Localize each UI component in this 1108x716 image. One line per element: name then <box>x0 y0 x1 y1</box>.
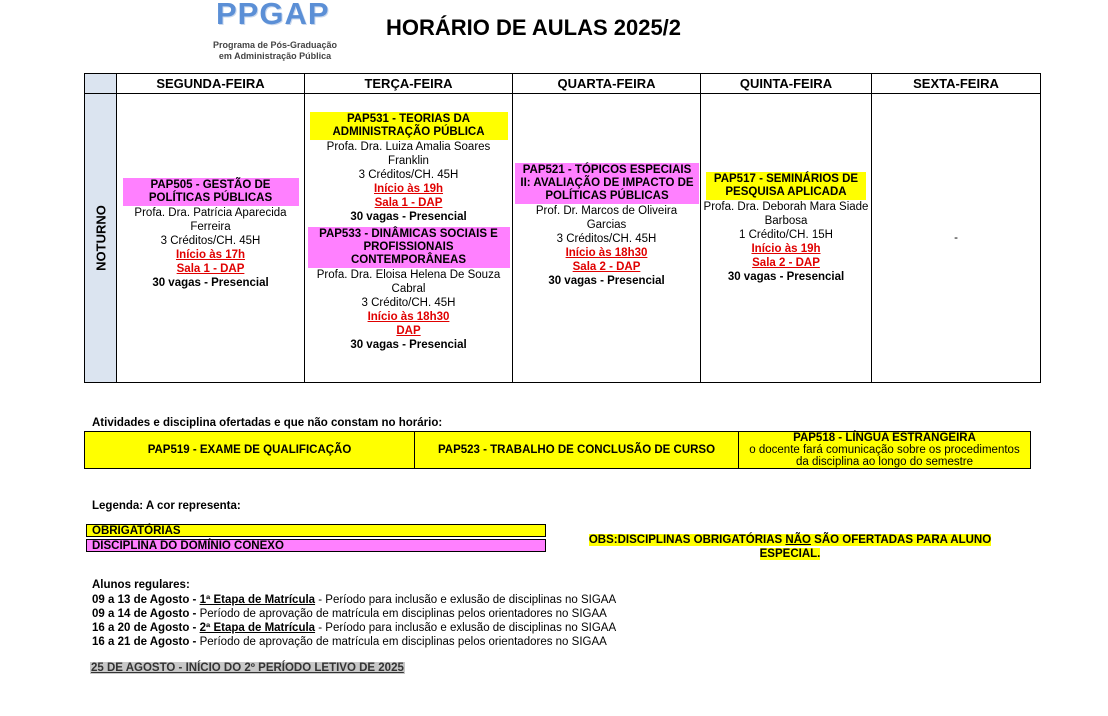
other-item-foreign-language <box>739 432 1031 469</box>
day-header-friday: SEXTA-FEIRA <box>872 74 1041 94</box>
day-header-tuesday: TERÇA-FEIRA <box>305 74 513 94</box>
corner-cell <box>85 74 117 94</box>
calendar-description: - Período para inclusão e exlusão de disciplinas no SIGAA <box>315 594 617 606</box>
course-vacancies: 30 vagas - Presencial <box>350 211 467 223</box>
calendar-title: Alunos regulares: <box>92 579 190 591</box>
calendar-dates: 09 a 14 de Agosto <box>92 608 190 620</box>
logo: PPGAP <box>216 0 330 31</box>
course-professor: Prof. Dr. Marcos de Oliveira Garcias <box>535 204 678 231</box>
course-credits: 3 Crédito/CH. 45H <box>361 297 456 309</box>
foreign-language-note: o docente fará comunicação sobre os procedimentos da disciplina ao longo do semestre <box>749 444 1020 468</box>
calendar-dates: 16 a 20 de Agosto <box>92 622 190 634</box>
calendar-stage: 1ª Etapa de Matrícula <box>199 594 316 606</box>
calendar-row <box>92 607 607 621</box>
course-start: Início às 19h <box>373 183 444 195</box>
semester-start-note: 25 DE AGOSTO - INÍCIO DO 2º PERÍODO LETIVO DE 2025 <box>91 662 404 674</box>
course-pap517 <box>701 171 871 285</box>
course-professor: Profa. Dra. Eloisa Helena De Souza Cabral <box>316 269 501 295</box>
observation-text-2: SÃO OFERTADAS PARA ALUNO ESPECIAL. <box>759 534 992 560</box>
course-credits: 3 Créditos/CH. 45H <box>358 169 459 181</box>
course-start: Início às 17h <box>175 249 246 261</box>
course-pap521 <box>513 162 700 289</box>
course-start: Início às 19h <box>751 243 821 255</box>
course-pap531 <box>305 94 512 225</box>
logo-subtitle-line-2: em Administração Pública <box>218 51 332 61</box>
calendar-stage: 2ª Etapa de Matrícula <box>199 622 316 634</box>
logo-subtitle <box>196 40 354 62</box>
legend-label: Legenda: A cor representa: <box>92 500 241 512</box>
schedule-table <box>84 73 1041 383</box>
course-room: Sala 2 - DAP <box>752 257 820 269</box>
course-professor: Profa. Dra. Deborah Mara Siade Barbosa <box>703 201 869 227</box>
other-item-qualification: PAP519 - EXAME DE QUALIFICAÇÃO <box>85 432 415 469</box>
monday-cell <box>117 94 305 383</box>
calendar-separator: - <box>189 636 200 648</box>
course-room: Sala 1 - DAP <box>374 197 443 209</box>
observation-text-1: OBS:DISCIPLINAS OBRIGATÓRIAS <box>588 534 786 546</box>
shift-label-cell <box>85 94 117 383</box>
course-vacancies: 30 vagas - Presencial <box>350 339 467 351</box>
course-credits: 3 Créditos/CH. 45H <box>556 232 657 245</box>
course-title: PAP533 - DINÂMICAS SOCIAIS E PROFISSIONAIS CONTEMPORÂNEAS <box>308 227 510 268</box>
other-activities-row <box>85 432 1031 469</box>
course-vacancies: 30 vagas - Presencial <box>548 274 665 287</box>
schedule-header-row <box>85 74 1041 94</box>
course-credits: 3 Créditos/CH. 45H <box>160 235 261 247</box>
calendar-separator: - <box>189 594 200 606</box>
other-item-final-project: PAP523 - TRABALHO DE CONCLUSÃO DE CURSO <box>415 432 739 469</box>
day-header-monday: SEGUNDA-FEIRA <box>117 74 305 94</box>
calendar-dates: 09 a 13 de Agosto <box>92 594 190 606</box>
other-activities-label: Atividades e disciplina ofertadas e que não constam no horário: <box>92 417 443 429</box>
page-title: HORÁRIO DE AULAS 2025/2 <box>386 15 682 40</box>
course-professor: Profa. Dra. Patrícia Aparecida Ferreira <box>134 207 287 233</box>
legend-related-domain: DISCIPLINA DO DOMÍNIO CONEXO <box>86 539 546 552</box>
other-activities-table <box>84 431 1031 469</box>
course-vacancies: 30 vagas - Presencial <box>727 271 845 283</box>
observation-text-nao: NÃO <box>785 534 811 546</box>
calendar-separator: - <box>189 608 200 620</box>
tuesday-cell <box>305 94 513 383</box>
observation-note <box>576 533 1004 561</box>
day-header-thursday: QUINTA-FEIRA <box>701 74 872 94</box>
shift-label: NOTURNO <box>93 205 108 271</box>
course-vacancies: 30 vagas - Presencial <box>152 277 269 289</box>
calendar-description: Período de aprovação de matrícula em disciplinas pelos orientadores no SIGAA <box>199 636 607 648</box>
course-pap533 <box>305 225 512 353</box>
calendar-row <box>92 635 607 649</box>
calendar-description: Período de aprovação de matrícula em disciplinas pelos orientadores no SIGAA <box>199 608 607 620</box>
course-credits: 1 Crédito/CH. 15H <box>739 229 833 241</box>
friday-cell <box>872 94 1041 383</box>
course-professor: Profa. Dra. Luiza Amalia Soares Franklin <box>326 141 491 167</box>
wednesday-cell <box>513 94 701 383</box>
course-pap505 <box>117 177 304 291</box>
course-title: PAP505 - GESTÃO DE POLÍTICAS PÚBLICAS <box>123 178 299 206</box>
course-start: Início às 18h30 <box>367 311 450 323</box>
thursday-cell <box>701 94 872 383</box>
logo-subtitle-line-1: Programa de Pós-Graduação <box>212 40 338 50</box>
course-room: Sala 2 - DAP <box>572 260 641 273</box>
legend-mandatory: OBRIGATÓRIAS <box>86 524 546 537</box>
course-room: Sala 1 - DAP <box>176 263 245 275</box>
course-start: Início às 18h30 <box>565 246 648 259</box>
shift-row <box>85 94 1041 383</box>
day-header-wednesday: QUARTA-FEIRA <box>513 74 701 94</box>
calendar-separator: - <box>189 622 200 634</box>
course-title: PAP521 - TÓPICOS ESPECIAIS II: AVALIAÇÃO DE IMPACTO DE POLÍTICAS PÚBLICAS <box>515 163 699 204</box>
calendar-dates: 16 a 21 de Agosto <box>92 636 190 648</box>
calendar-row <box>92 621 616 635</box>
course-title: PAP517 - SEMINÁRIOS DE PESQUISA APLICADA <box>706 172 866 200</box>
friday-empty: - <box>954 232 958 244</box>
course-room: DAP <box>396 325 421 337</box>
foreign-language-title: PAP518 - LÍNGUA ESTRANGEIRA <box>793 432 976 444</box>
calendar-row <box>92 593 616 607</box>
calendar-description: - Período para inclusão e exlusão de disciplinas no SIGAA <box>315 622 617 634</box>
course-title: PAP531 - TEORIAS DA ADMINISTRAÇÃO PÚBLICA <box>310 112 508 140</box>
